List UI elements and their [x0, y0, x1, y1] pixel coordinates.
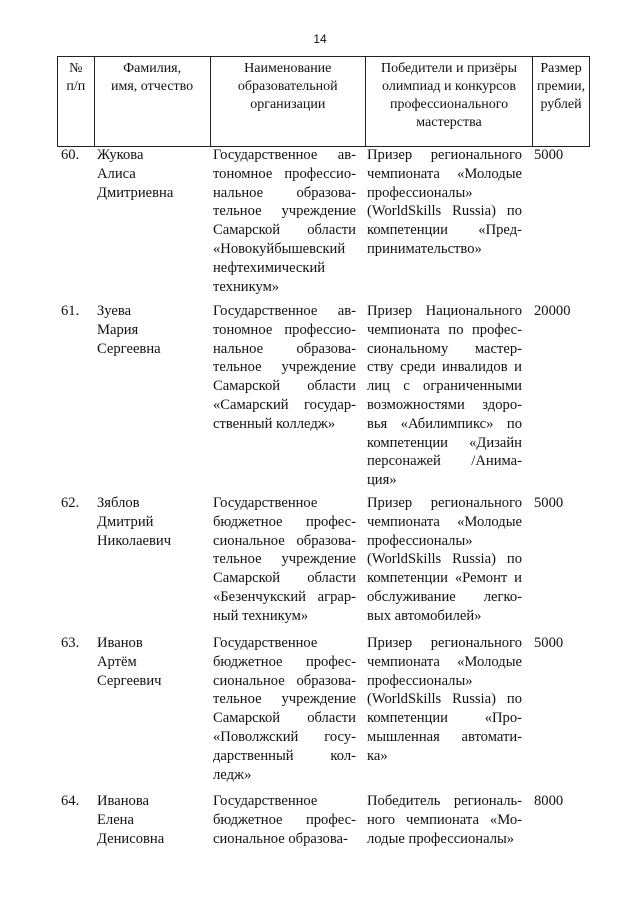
cell-line: возможностями здоро- [367, 396, 522, 413]
cell-line: Самарской области [213, 710, 356, 727]
organization-name [213, 302, 356, 434]
header-text: рублей [540, 97, 582, 112]
cell-line: чемпионата «Молодые [367, 165, 522, 182]
cell-line: ный техникум» [213, 607, 309, 624]
cell-line: профессионалы» [367, 532, 473, 549]
cell-line: бюджетное профес- [213, 653, 356, 670]
header-text: № [69, 61, 83, 76]
cell-line: компетенции «Пред- [367, 222, 522, 239]
cell-line: вых автомобилей» [367, 607, 482, 624]
achievement-text [367, 634, 522, 766]
cell-line: персонажей /Анима- [367, 453, 522, 470]
recipient-name [97, 634, 207, 690]
cell-line: Призер регионального [367, 635, 522, 651]
row-number: 63. [61, 635, 80, 651]
cell-line: Зуева [97, 303, 132, 319]
cell-line: бюджетное профес- [213, 811, 356, 828]
cell-line: Жукова [97, 147, 144, 163]
recipient-name [97, 146, 207, 202]
cell-line: мышленная автомати- [367, 728, 522, 745]
cell-line: Самарской области [213, 222, 356, 239]
cell-line: «Новокуйбышевский [213, 240, 346, 257]
header-text: образовательной [237, 79, 338, 94]
header-col-name [94, 57, 210, 147]
cell-line: Сергеевна [97, 340, 161, 357]
cell-line: Государственное [213, 635, 318, 651]
cell-line: тономное профессио- [213, 165, 356, 182]
organization-name [213, 634, 356, 784]
cell-line: Денисовна [97, 830, 165, 847]
cell-line: сиональному мастер- [367, 340, 522, 357]
cell-line: Самарской области [213, 378, 356, 395]
page-number: 14 [313, 32, 327, 46]
cell-line: Государственное [213, 495, 318, 511]
row-number: 60. [61, 147, 80, 163]
header-text: Победители и призёры [380, 61, 518, 76]
cell-line: Государственное ав- [213, 147, 356, 163]
organization-name [213, 146, 356, 296]
header-text: Фамилия, [123, 61, 182, 76]
header-text: премии, [537, 79, 586, 94]
header-text: имя, отчество [111, 79, 194, 94]
cell-line: ка» [367, 747, 388, 764]
cell-line: сиональное образова- [213, 672, 356, 689]
recipient-name [97, 792, 207, 848]
cell-line: тельное учреждение [213, 203, 356, 220]
cell-line: «Безенчукский аграр- [213, 588, 356, 605]
cell-line: Николаевич [97, 532, 172, 549]
prize-amount: 5000 [534, 147, 564, 163]
cell-line: техникум» [213, 278, 280, 295]
cell-line: ледж» [213, 766, 252, 783]
cell-line: сиональное образова- [213, 830, 348, 847]
achievement-text [367, 302, 522, 490]
cell-line: нальное образова- [213, 340, 356, 357]
cell-line: ственный колледж» [213, 415, 336, 432]
header-col-number [58, 57, 95, 147]
header-text: олимпиад и конкурсов [382, 79, 517, 94]
cell-line: Призер регионального [367, 147, 522, 163]
header-text: профессионального [389, 97, 509, 112]
cell-line: нальное образова- [213, 184, 356, 201]
cell-line: Елена [97, 811, 134, 828]
cell-line: чемпионата «Молодые [367, 513, 522, 530]
cell-line: Иванова [97, 793, 149, 809]
cell-line: Призер Национального [367, 303, 522, 319]
table-header [57, 56, 590, 147]
cell-line: Дмитрий [97, 513, 154, 530]
cell-line: чемпионата «Молодые [367, 653, 522, 670]
cell-line: профессионалы» [367, 672, 473, 689]
cell-line: принимательство» [367, 240, 482, 257]
cell-line: Государственное ав- [213, 303, 356, 319]
cell-line: ного чемпионата «Мо- [367, 811, 522, 828]
cell-line: Зяблов [97, 495, 140, 511]
cell-line: лиц с ограниченными [367, 378, 522, 395]
cell-line: тельное учреждение [213, 691, 356, 708]
header-col-prize [533, 57, 590, 147]
cell-line: Иванов [97, 635, 143, 651]
cell-line: вья «Абилимпикс» по [367, 415, 522, 432]
achievement-text [367, 792, 522, 848]
header-text: организации [250, 97, 326, 112]
prize-amount: 5000 [534, 495, 564, 511]
header-text: Размер [540, 61, 582, 76]
row-number: 61. [61, 303, 80, 319]
cell-line: сиональное образова- [213, 532, 356, 549]
cell-line: чемпионата по профес- [367, 321, 522, 338]
recipient-name [97, 494, 207, 550]
cell-line: Мария [97, 321, 139, 338]
cell-line: ция» [367, 472, 397, 489]
cell-line: ству среди инвалидов и [367, 359, 522, 376]
organization-name [213, 792, 356, 848]
header-text: мастерства [416, 115, 482, 130]
header-col-org [210, 57, 365, 147]
cell-line: Призер регионального [367, 495, 522, 511]
cell-line: тельное учреждение [213, 359, 356, 376]
cell-line: профессионалы» [367, 184, 473, 201]
organization-name [213, 494, 356, 626]
cell-line: компетенции «Дизайн [367, 434, 522, 451]
cell-line: обслуживание легко- [367, 588, 522, 605]
recipient-name [97, 302, 207, 358]
cell-line: тельное учреждение [213, 551, 356, 568]
cell-line: тономное профессио- [213, 321, 356, 338]
cell-line: Алиса [97, 165, 136, 182]
cell-line: нефтехимический [213, 259, 326, 276]
prize-amount: 5000 [534, 635, 564, 651]
cell-line: бюджетное профес- [213, 513, 356, 530]
prize-amount: 8000 [534, 793, 564, 809]
cell-line: Самарской области [213, 570, 356, 587]
cell-line: (WorldSkills Russia) по [367, 691, 522, 708]
cell-line: Сергеевич [97, 672, 162, 689]
header-col-winners [365, 57, 532, 147]
cell-line: (WorldSkills Russia) по [367, 551, 522, 568]
cell-line: Победитель региональ- [367, 793, 522, 809]
cell-line: компетенции «Ремонт и [367, 570, 522, 587]
header-text: Наименование [244, 61, 332, 76]
cell-line: Государственное [213, 793, 318, 809]
header-text: п/п [66, 79, 86, 94]
cell-line: компетенции «Про- [367, 710, 522, 727]
achievement-text [367, 146, 522, 259]
cell-line: дарственный кол- [213, 747, 356, 764]
row-number: 62. [61, 495, 80, 511]
prize-amount: 20000 [534, 303, 571, 319]
cell-line: «Самарский государ- [213, 396, 356, 413]
cell-line: лодые профессионалы» [367, 830, 515, 847]
cell-line: «Поволжский госу- [213, 728, 356, 745]
achievement-text [367, 494, 522, 626]
cell-line: (WorldSkills Russia) по [367, 203, 522, 220]
cell-line: Дмитриевна [97, 184, 174, 201]
row-number: 64. [61, 793, 80, 809]
cell-line: Артём [97, 653, 137, 670]
